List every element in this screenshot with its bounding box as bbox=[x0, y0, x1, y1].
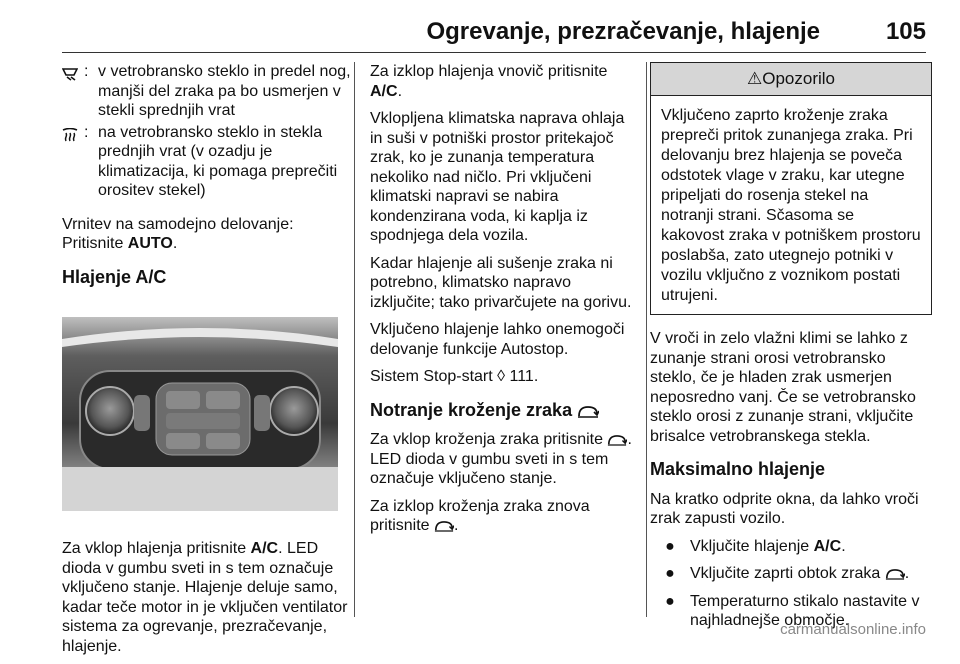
definition-colon: : bbox=[84, 63, 89, 80]
warning-box bbox=[650, 62, 932, 315]
recirc-on-paragraph: Za vklop kroženja zraka pritisnite . LED dioda v gumbu sveti in s tem označuje vključeno stanje. bbox=[370, 431, 632, 487]
page-header bbox=[0, 0, 960, 52]
paragraph: Kadar hlajenje ali sušenje zraka ni potrebno, klimatsko napravo izključite; tako privarčujete na gorivu. bbox=[370, 254, 632, 311]
warning-text: Vključeno zaprto kroženje zraka prepreči pritok zunanjega zraka. Pri delovanju brez hlajenja se poveča odstotek vlage v zraku, kar utegne pripeljati do rosenja stekel na notranji strani. Sčasoma se kakovost zraka v potniškem prostoru poslabša, zato utegnejo potniki v vozilu vključno z voznikom postati utrujeni. bbox=[661, 107, 921, 304]
definition-text: na vetrobransko steklo in stekla prednjih vrat (v ozadju je klimatizacija, ki pomaga preprečiti orositev stekel) bbox=[98, 123, 338, 199]
list-item: ● Vključite zaprti obtok zraka . bbox=[650, 564, 932, 584]
recirculation-icon bbox=[434, 520, 454, 533]
paragraph: Na kratko odprite okna, da lahko vroči zrak zapusti vozilo. bbox=[650, 490, 919, 527]
windshield-foot-icon bbox=[62, 62, 84, 121]
recirc-off-paragraph: Za izklop kroženja zraka znova pritisnite . bbox=[370, 497, 590, 534]
paragraph: Vklopljena klimatska naprava ohlaja in suši v potniški prostor pritekajoč zrak, ko je zunanja temperatura nekoliko nad ničlo. Pri vključeni klimatski napravi se nabira kondenzirana voda, ki kaplja iz spodnjega dela vozila. bbox=[370, 110, 625, 244]
chapter-title: Ogrevanje, prezračevanje, hlajenje bbox=[426, 18, 820, 45]
definition-row bbox=[62, 62, 352, 121]
recirculation-icon bbox=[607, 434, 627, 447]
bullet-icon: ● bbox=[665, 537, 675, 555]
warning-header bbox=[651, 63, 931, 96]
heading-recirculation: Notranje kroženje zraka bbox=[370, 401, 638, 421]
ac-keyword: A/C bbox=[370, 82, 398, 100]
list-item: ● Temperaturno stikalo nastavite v najhladnejše območje. bbox=[650, 592, 932, 631]
defrost-icon bbox=[62, 123, 84, 201]
paragraph: V vroči in zelo vlažni klimi se lahko z zunanje strani orosi vetrobransko steklo, če je hladen zrak usmerjen neposredno vanj. Če se vetrobransko steklo orosi z zunanje strani, vključite brisalce vetrobranskega stekla. bbox=[650, 330, 916, 445]
paragraph: Vključeno hlajenje lahko onemogoči delovanje funkcije Autostop. bbox=[370, 321, 625, 358]
recirculation-icon bbox=[885, 568, 905, 581]
list-item: ● Vključite hlajenje A/C. bbox=[650, 537, 932, 557]
header-rule bbox=[62, 52, 926, 53]
reference-arrow: ◊ bbox=[497, 368, 506, 385]
auto-keyword: AUTO bbox=[127, 235, 173, 252]
cross-reference: Sistem Stop-start ◊ 111. bbox=[370, 368, 539, 385]
warning-icon: ⚠ bbox=[746, 69, 763, 88]
ac-keyword: A/C bbox=[250, 540, 279, 557]
column-divider bbox=[646, 62, 647, 617]
bullet-icon: ● bbox=[665, 565, 675, 582]
page-number: 105 bbox=[885, 18, 926, 45]
column-divider bbox=[354, 62, 355, 617]
heading-max-cooling: Maksimalno hlajenje bbox=[650, 459, 826, 479]
column-2 bbox=[370, 62, 638, 544]
auto-paragraph: Vrnitev na samodejno delovanje: Pritisnite AUTO. bbox=[62, 215, 294, 252]
definition-row bbox=[62, 123, 352, 201]
watermark: carmanualsonline.info bbox=[780, 621, 926, 638]
recirculation-icon bbox=[577, 405, 599, 419]
climate-control-photo bbox=[62, 317, 338, 511]
column-1 bbox=[62, 62, 352, 664]
ac-paragraph: Za vklop hlajenja pritisnite A/C. LED dioda v gumbu sveti in s tem označuje vključeno stanje. Hlajenje deluje samo, kadar teče motor in je vključen ventilator sistema za ogrevanje, prezračevanje, hlajenje. bbox=[62, 540, 348, 655]
ac-off-paragraph: Za izklop hlajenja vnovič pritisnite A/C. bbox=[370, 63, 608, 100]
warning-title: Opozorilo bbox=[762, 69, 835, 88]
column-3 bbox=[650, 62, 932, 639]
definition-text: v vetrobransko steklo in predel nog, manjši del zraka pa bo usmerjen v stekli sprednjih vrat bbox=[98, 63, 351, 119]
heading-ac: Hlajenje A/C bbox=[62, 266, 167, 287]
definition-colon: : bbox=[84, 123, 89, 141]
bullet-icon: ● bbox=[665, 592, 675, 610]
